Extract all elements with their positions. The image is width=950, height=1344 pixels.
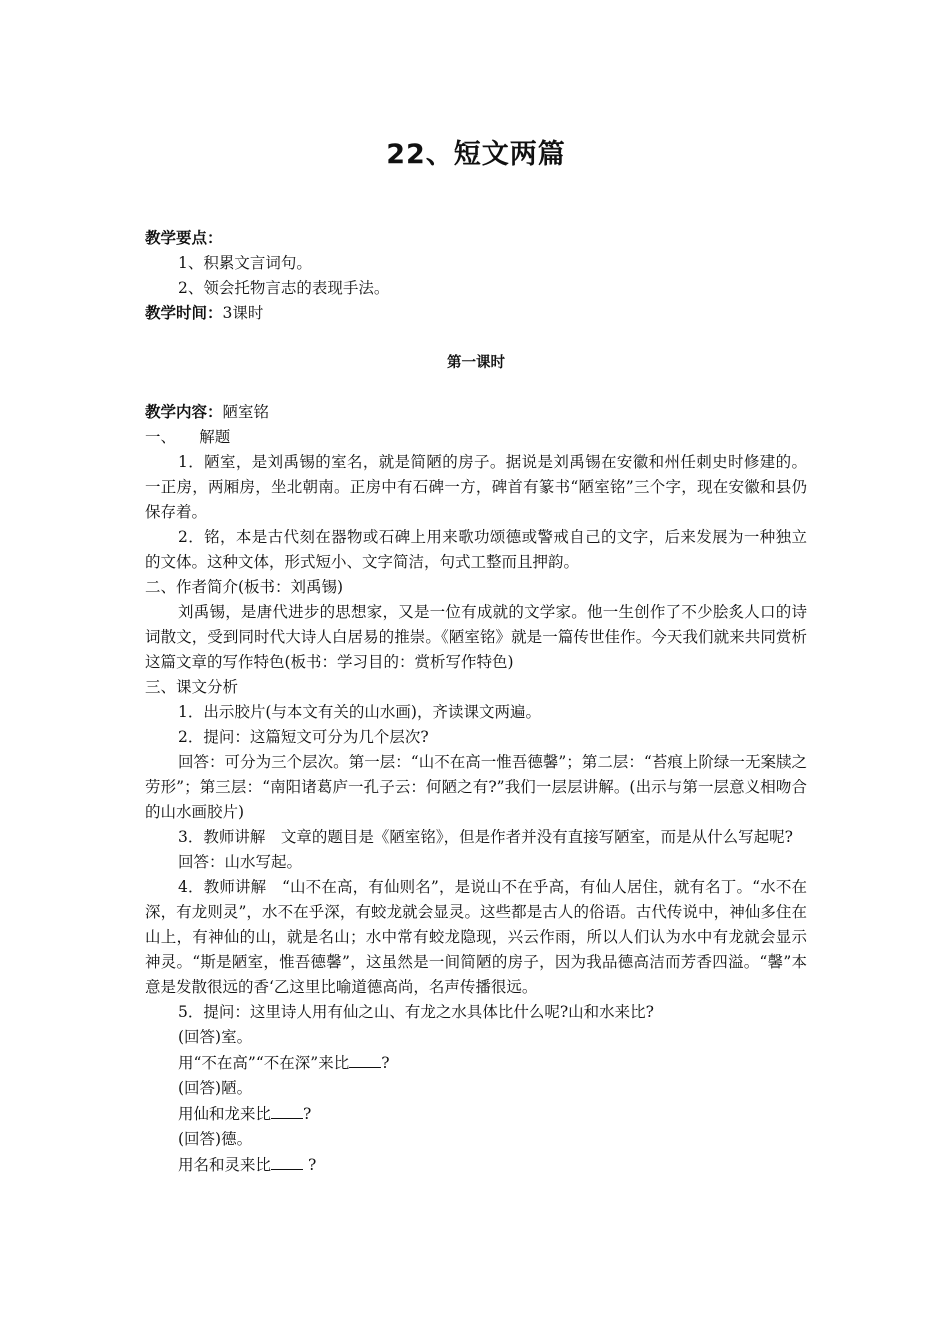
question-text: 用“不在高”“不在深”来比 (178, 1054, 350, 1072)
body-block (145, 400, 807, 1178)
key-point-item: 2、领会托物言志的表现手法。 (178, 279, 390, 297)
content-label: 教学内容： (145, 403, 223, 421)
question-mark: ? (381, 1054, 390, 1072)
fill-blank (271, 1152, 303, 1170)
paragraph: 4．教师讲解 “山不在高，有仙则名”，是说山不在乎高，有仙人居住，就有名丁。“水不在深，有龙则灵”，水不在乎深，有蛟龙就会显灵。这些都是古人的俗语。古代传说中，神仙多住在山上，有神仙的山，就是名山；水中常有蛟龙隐现，兴云作雨，所以人们认为水中有龙就会显示神灵。“斯是陋室，惟吾德馨”，这虽然是一间简陋的房子，因为我品德高洁而芳香四溢。“馨”本意是发散很远的香‘乙这里比喻道德高尚，名声传播很远。 (145, 878, 807, 996)
question-text: 用名和灵来比 (178, 1156, 272, 1174)
content-value: 陋室铭 (222, 403, 270, 421)
question-mark: ? (303, 1156, 317, 1174)
fill-blank (271, 1101, 303, 1119)
key-points-label: 教学要点： (145, 229, 223, 247)
paragraph: 回答：山水写起。 (178, 853, 303, 871)
answer-line: (回答)德。 (178, 1130, 253, 1148)
question-line (145, 1101, 807, 1127)
fill-blank (349, 1050, 381, 1068)
teaching-content (145, 400, 807, 425)
page-title: 22、短文两篇 (386, 139, 566, 170)
paragraph: 3．教师讲解 文章的题目是《陋室铭》，但是作者并没有直接写陋室，而是从什么写起呢? (178, 828, 793, 846)
question-line (145, 1050, 807, 1076)
time-value: 3课时 (222, 304, 264, 322)
paragraph: 刘禹锡，是唐代进步的思想家，又是一位有成就的文学家。他一生创作了不少脍炙人口的诗词散文，受到同时代大诗人白居易的推崇。《陋室铭》就是一篇传世佳作。今天我们就来共同赏析这篇文章的写作特色(板书：学习目的：赏析写作特色) (145, 603, 807, 671)
question-mark: ? (303, 1105, 312, 1123)
answer-line: (回答)室。 (178, 1028, 253, 1046)
paragraph: 2．提问：这篇短文可分为几个层次? (178, 728, 429, 746)
section-heading: 一、 解题 (145, 428, 231, 446)
lesson-heading: 第一课时 (447, 355, 505, 371)
section-heading: 二、作者简介(板书：刘禹锡) (145, 578, 344, 596)
paragraph: 回答：可分为三个层次。第一层：“山不在高一惟吾德馨”；第二层：“苔痕上阶绿一无案牍之劳形”；第三层：“南阳诸葛庐一孔子云：何陋之有?”我们一层层讲解。(出示与第一层意义相吻合的山水画胶片) (145, 753, 807, 821)
paragraph: 1．陋室，是刘禹锡的室名，就是简陋的房子。据说是刘禹锡在安徽和州任刺史时修建的。一正房，两厢房，坐北朝南。正房中有石碑一方，碑首有篆书“陋室铭”三个字，现在安徽和县仍保存着。 (145, 453, 807, 521)
paragraph: 1．出示胶片(与本文有关的山水画)，齐读课文两遍。 (178, 703, 541, 721)
key-point-item: 1、积累文言词句。 (178, 254, 312, 272)
question-line (145, 1152, 807, 1178)
paragraph: 5．提问：这里诗人用有仙之山、有龙之水具体比什么呢?山和水来比? (178, 1003, 654, 1021)
answer-line: (回答)陋。 (178, 1079, 253, 1097)
paragraph: 2．铭，本是古代刻在器物或石碑上用来歌功颂德或警戒自己的文字，后来发展为一种独立的文体。这种文体，形式短小、文字简洁，句式工整而且押韵。 (145, 528, 807, 571)
section-heading: 三、课文分析 (145, 678, 239, 696)
header-block (145, 226, 807, 326)
teaching-time (145, 301, 807, 326)
time-label: 教学时间： (145, 304, 223, 322)
question-text: 用仙和龙来比 (178, 1105, 272, 1123)
